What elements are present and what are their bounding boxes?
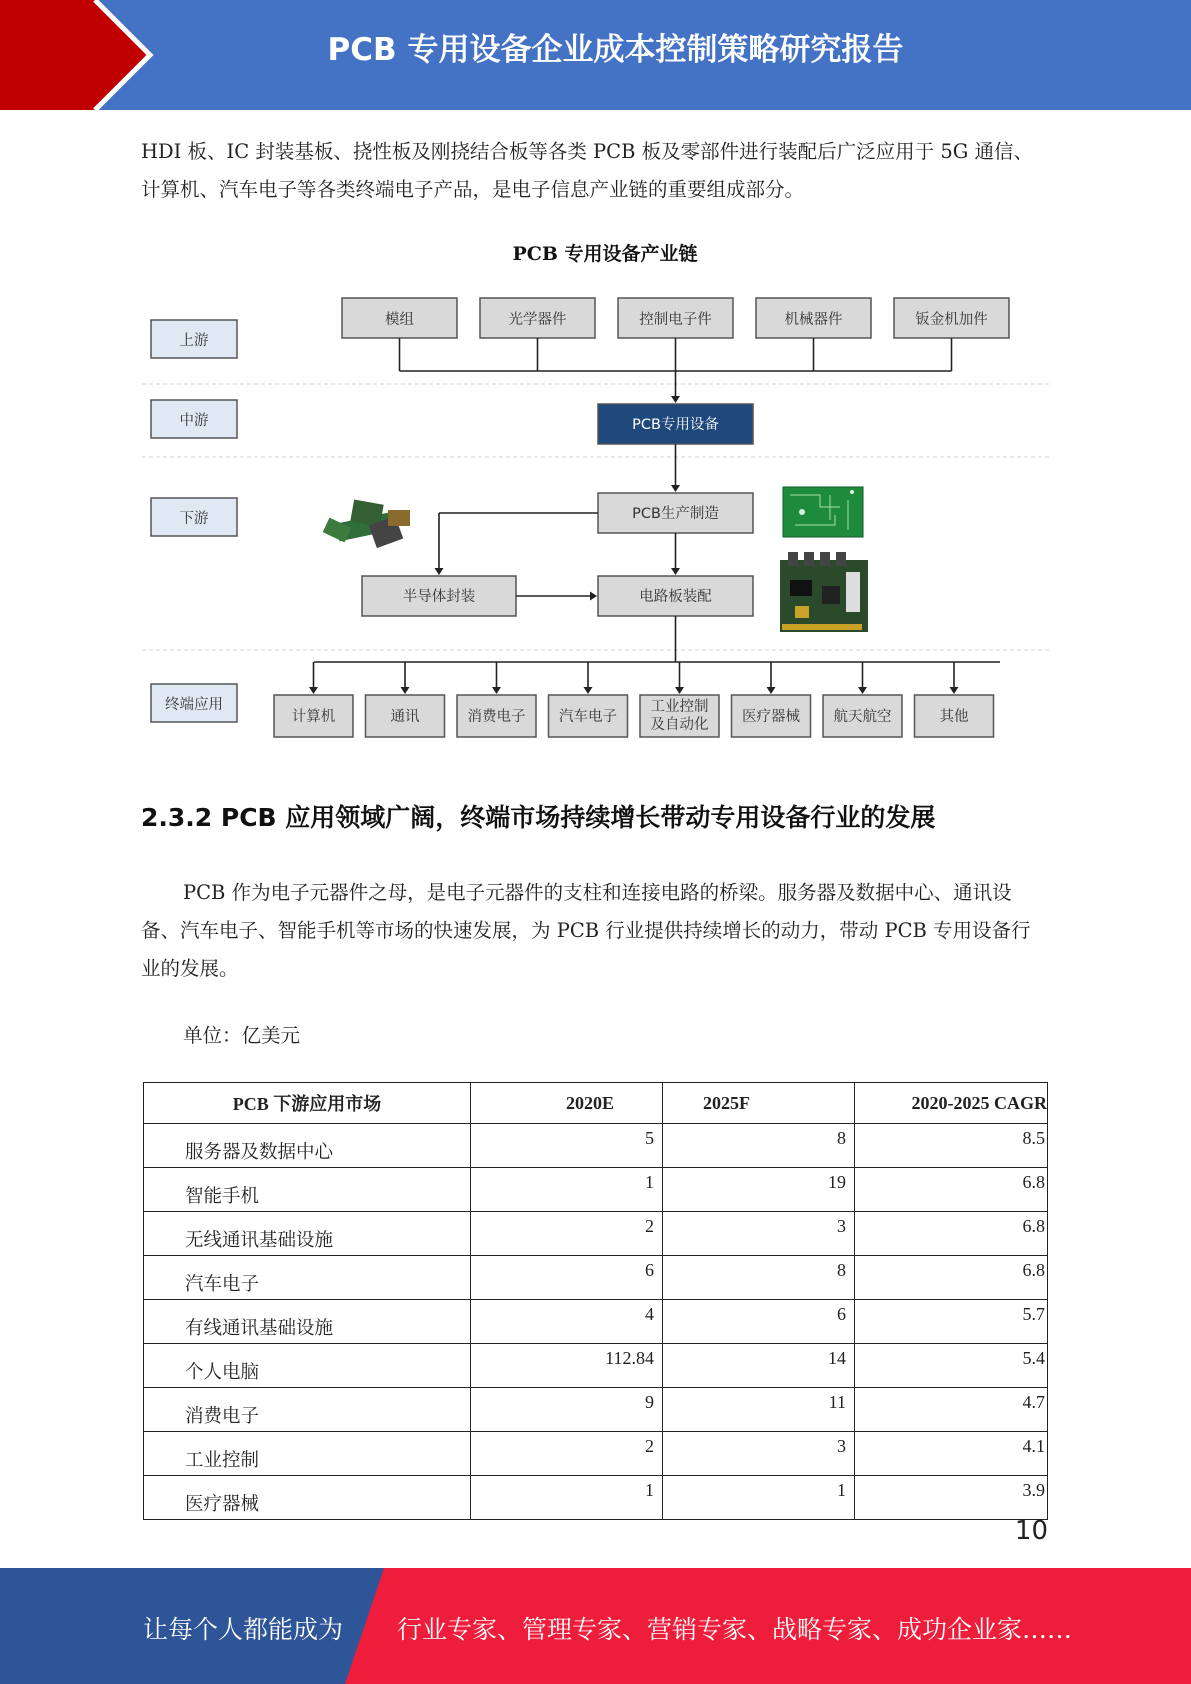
svg-text:光学器件: 光学器件 bbox=[508, 312, 567, 328]
svg-text:模组: 模组 bbox=[385, 312, 414, 328]
value-cell: 6.8 bbox=[855, 1168, 1048, 1212]
svg-text:电路板装配: 电路板装配 bbox=[639, 589, 712, 605]
col-header-market: PCB 下游应用市场 bbox=[144, 1083, 471, 1124]
board-assembly-box bbox=[598, 576, 753, 616]
application-label: 计算机 bbox=[291, 709, 336, 725]
upstream-box bbox=[480, 298, 595, 338]
application-connectors bbox=[314, 616, 1000, 662]
svg-text:控制电子件: 控制电子件 bbox=[639, 312, 712, 328]
application-box bbox=[274, 662, 353, 737]
value-cell: 8 bbox=[663, 1124, 855, 1168]
value-cell: 1 bbox=[471, 1168, 663, 1212]
value-cell: 6.8 bbox=[855, 1212, 1048, 1256]
value-cell: 3.9 bbox=[855, 1476, 1048, 1520]
table-body bbox=[144, 1124, 1048, 1520]
table-row bbox=[144, 1212, 1048, 1256]
svg-text:PCB专用设备: PCB专用设备 bbox=[632, 417, 719, 433]
intro-paragraph: HDI 板、IC 封装基板、挠性板及刚挠结合板等各类 PCB 板及零部件进行装配后广泛应用于 5G 通信、计算机、汽车电子等各类终端电子产品，是电子信息产业链的重要组成部分。 bbox=[141, 140, 1034, 201]
diagram-title: PCB 专用设备产业链 bbox=[512, 243, 698, 265]
application-label: 通讯 bbox=[390, 709, 420, 725]
electronic-components-image bbox=[323, 500, 410, 549]
value-cell: 11 bbox=[663, 1388, 855, 1432]
unit-label: 单位：亿美元 bbox=[183, 1024, 301, 1047]
application-label: 及自动化 bbox=[650, 717, 709, 733]
value-cell: 112.84 bbox=[471, 1344, 663, 1388]
report-title: PCB 专用设备企业成本控制策略研究报告 bbox=[327, 32, 904, 68]
midstream-box bbox=[598, 404, 753, 444]
table-row bbox=[144, 1432, 1048, 1476]
level-application bbox=[151, 684, 237, 722]
market-table-container bbox=[143, 1082, 1047, 1515]
application-label: 航天航空 bbox=[833, 709, 892, 725]
svg-text:半导体封装: 半导体封装 bbox=[402, 589, 476, 605]
body-paragraph: PCB 作为电子元器件之母，是电子元器件的支柱和连接电路的桥梁。服务器及数据中心、通讯设备、汽车电子、智能手机等市场的快速发展，为 PCB 行业提供持续增长的动力，带动 PCB 专用设备行业的发展。 bbox=[141, 881, 1031, 980]
semiconductor-packaging-box bbox=[362, 576, 516, 616]
application-boxes bbox=[274, 662, 994, 737]
upstream-box bbox=[342, 298, 457, 338]
value-cell: 6.8 bbox=[855, 1256, 1048, 1300]
application-label: 消费电子 bbox=[467, 709, 526, 725]
section-heading: 2.3.2 PCB 应用领域广阔，终端市场持续增长带动专用设备行业的发展 bbox=[141, 803, 936, 832]
value-cell: 1 bbox=[471, 1476, 663, 1520]
col-header-2020e: 2020E bbox=[471, 1083, 663, 1124]
table-row bbox=[144, 1124, 1048, 1168]
value-cell: 8.5 bbox=[855, 1124, 1048, 1168]
page-number: 10 bbox=[1014, 1516, 1048, 1546]
application-box bbox=[640, 662, 719, 737]
market-name-cell: 无线通讯基础设施 bbox=[144, 1212, 471, 1256]
svg-text:钣金机加件: 钣金机加件 bbox=[915, 312, 988, 328]
industry-chain-diagram bbox=[140, 240, 1060, 755]
footer-slogan-left: 让每个人都能成为 bbox=[143, 1615, 344, 1644]
level-downstream bbox=[151, 498, 237, 536]
application-box bbox=[823, 662, 902, 737]
value-cell: 3 bbox=[663, 1432, 855, 1476]
value-cell: 4.1 bbox=[855, 1432, 1048, 1476]
market-table bbox=[143, 1082, 1048, 1520]
svg-text:下游: 下游 bbox=[179, 511, 209, 527]
upstream-box bbox=[618, 298, 733, 338]
market-name-cell: 汽车电子 bbox=[144, 1256, 471, 1300]
footer-slogan-right: 行业专家、管理专家、营销专家、战略专家、成功企业家…… bbox=[397, 1615, 1073, 1644]
application-box bbox=[549, 662, 628, 737]
svg-text:PCB生产制造: PCB生产制造 bbox=[632, 506, 719, 522]
value-cell: 14 bbox=[663, 1344, 855, 1388]
value-cell: 19 bbox=[663, 1168, 855, 1212]
value-cell: 2 bbox=[471, 1432, 663, 1476]
value-cell: 5.4 bbox=[855, 1344, 1048, 1388]
value-cell: 3 bbox=[663, 1212, 855, 1256]
application-box bbox=[457, 662, 536, 737]
market-name-cell: 有线通讯基础设施 bbox=[144, 1300, 471, 1344]
value-cell: 4.7 bbox=[855, 1388, 1048, 1432]
col-header-2025f: 2025F bbox=[663, 1083, 855, 1124]
market-name-cell: 工业控制 bbox=[144, 1432, 471, 1476]
application-label: 工业控制 bbox=[650, 699, 709, 715]
svg-text:终端应用: 终端应用 bbox=[165, 697, 223, 713]
value-cell: 5 bbox=[471, 1124, 663, 1168]
table-header-row bbox=[144, 1083, 1048, 1124]
assembled-circuit-board-image bbox=[780, 552, 868, 632]
value-cell: 4 bbox=[471, 1300, 663, 1344]
market-name-cell: 个人电脑 bbox=[144, 1344, 471, 1388]
level-upstream bbox=[151, 320, 237, 358]
value-cell: 9 bbox=[471, 1388, 663, 1432]
value-cell: 6 bbox=[663, 1300, 855, 1344]
application-box bbox=[915, 662, 994, 737]
svg-text:中游: 中游 bbox=[179, 413, 209, 429]
table-row bbox=[144, 1476, 1048, 1520]
arrow-head bbox=[671, 485, 680, 492]
application-box bbox=[366, 662, 445, 737]
upstream-box bbox=[894, 298, 1009, 338]
pcb-manufacturing-box bbox=[598, 493, 753, 533]
value-cell: 2 bbox=[471, 1212, 663, 1256]
upstream-box bbox=[756, 298, 871, 338]
level-midstream bbox=[151, 400, 237, 438]
market-name-cell: 智能手机 bbox=[144, 1168, 471, 1212]
col-header-cagr: 2020-2025 CAGR bbox=[855, 1083, 1048, 1124]
upstream-connectors bbox=[400, 338, 952, 403]
value-cell: 6 bbox=[471, 1256, 663, 1300]
market-name-cell: 服务器及数据中心 bbox=[144, 1124, 471, 1168]
value-cell: 8 bbox=[663, 1256, 855, 1300]
svg-text:机械器件: 机械器件 bbox=[784, 312, 843, 328]
green-pcb-board-image bbox=[783, 487, 863, 537]
application-label: 汽车电子 bbox=[559, 709, 617, 725]
application-box bbox=[732, 662, 811, 737]
svg-text:上游: 上游 bbox=[179, 333, 209, 349]
table-row bbox=[144, 1344, 1048, 1388]
market-name-cell: 消费电子 bbox=[144, 1388, 471, 1432]
value-cell: 5.7 bbox=[855, 1300, 1048, 1344]
table-row bbox=[144, 1256, 1048, 1300]
table-row bbox=[144, 1388, 1048, 1432]
table-row bbox=[144, 1168, 1048, 1212]
application-label: 其他 bbox=[939, 709, 969, 725]
application-label: 医疗器械 bbox=[742, 709, 800, 725]
value-cell: 1 bbox=[663, 1476, 855, 1520]
table-row bbox=[144, 1300, 1048, 1344]
market-name-cell: 医疗器械 bbox=[144, 1476, 471, 1520]
